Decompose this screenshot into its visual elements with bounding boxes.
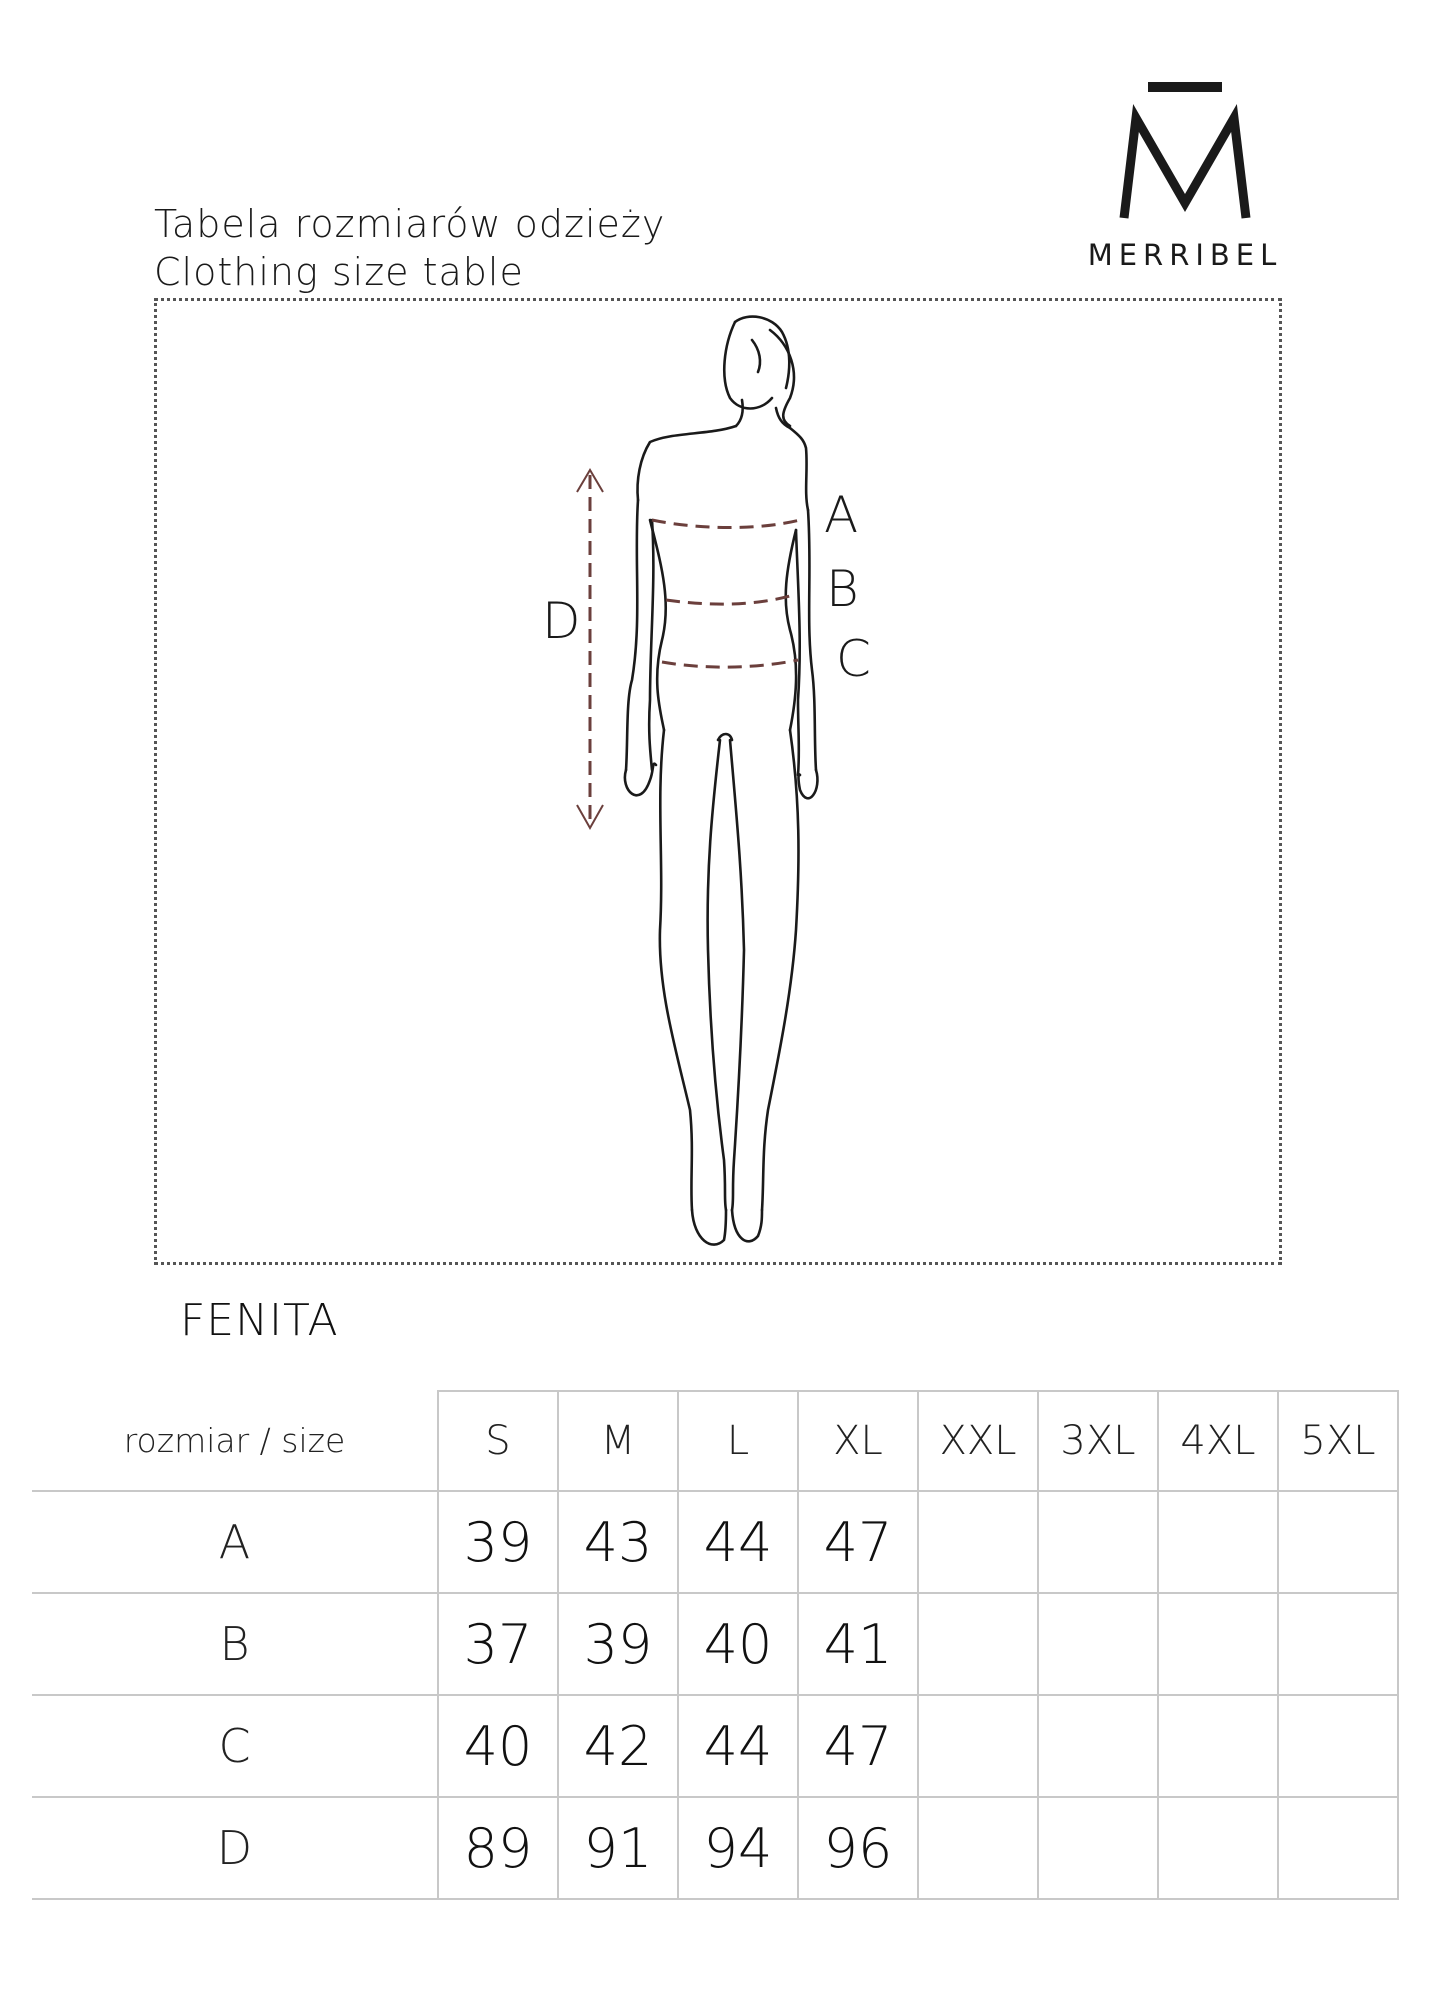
label-c: C	[836, 630, 871, 688]
label-b: B	[826, 560, 859, 618]
table-cell: 40	[438, 1695, 558, 1797]
table-cell	[1278, 1797, 1398, 1899]
measure-line-c	[662, 660, 798, 667]
table-cell	[1158, 1491, 1278, 1593]
size-table	[32, 1390, 1399, 1900]
table-cell: 42	[558, 1695, 678, 1797]
size-header-label: rozmiar / size	[32, 1391, 438, 1491]
table-cell	[1038, 1797, 1158, 1899]
size-header-cell: XL	[798, 1391, 918, 1491]
measure-line-b	[666, 596, 790, 604]
table-cell	[1038, 1491, 1158, 1593]
row-label: C	[32, 1695, 438, 1797]
size-header-cell: XXL	[918, 1391, 1038, 1491]
table-cell	[1038, 1695, 1158, 1797]
table-cell: 39	[438, 1491, 558, 1593]
table-cell: 89	[438, 1797, 558, 1899]
table-cell	[918, 1797, 1038, 1899]
silhouette	[625, 317, 818, 1245]
title-english: Clothing size table	[154, 250, 524, 294]
table-cell: 47	[798, 1695, 918, 1797]
size-header-cell: 4XL	[1158, 1391, 1278, 1491]
table-cell: 44	[678, 1491, 798, 1593]
size-header-cell: L	[678, 1391, 798, 1491]
table-cell: 91	[558, 1797, 678, 1899]
table-cell: 37	[438, 1593, 558, 1695]
table-cell: 44	[678, 1695, 798, 1797]
measure-line-a	[652, 520, 800, 528]
table-row	[32, 1695, 1398, 1797]
label-d: D	[542, 592, 581, 650]
size-header-cell: 5XL	[1278, 1391, 1398, 1491]
table-cell: 41	[798, 1593, 918, 1695]
table-cell: 40	[678, 1593, 798, 1695]
size-header-row	[32, 1391, 1398, 1491]
table-cell	[918, 1593, 1038, 1695]
table-cell	[1158, 1797, 1278, 1899]
brand-name: MERRIBEL	[1087, 238, 1283, 272]
row-label: D	[32, 1797, 438, 1899]
table-row	[32, 1593, 1398, 1695]
table-cell: 94	[678, 1797, 798, 1899]
size-header-cell: S	[438, 1391, 558, 1491]
table-cell	[1038, 1593, 1158, 1695]
size-header-cell: 3XL	[1038, 1391, 1158, 1491]
table-row	[32, 1797, 1398, 1899]
table-cell	[1278, 1491, 1398, 1593]
row-label: B	[32, 1593, 438, 1695]
table-cell	[1158, 1695, 1278, 1797]
table-cell	[1278, 1593, 1398, 1695]
table-cell	[918, 1695, 1038, 1797]
table-cell: 43	[558, 1491, 678, 1593]
measurement-lines	[590, 475, 800, 820]
title-polish: Tabela rozmiarów odzieży	[154, 202, 666, 246]
label-a: A	[824, 486, 859, 544]
table-cell	[918, 1491, 1038, 1593]
row-label: A	[32, 1491, 438, 1593]
table-cell: 39	[558, 1593, 678, 1695]
table-cell	[1158, 1593, 1278, 1695]
table-row	[32, 1491, 1398, 1593]
table-cell: 96	[798, 1797, 918, 1899]
size-header-cell: M	[558, 1391, 678, 1491]
table-cell: 47	[798, 1491, 918, 1593]
table-cell	[1278, 1695, 1398, 1797]
product-name: FENITA	[180, 1295, 339, 1346]
